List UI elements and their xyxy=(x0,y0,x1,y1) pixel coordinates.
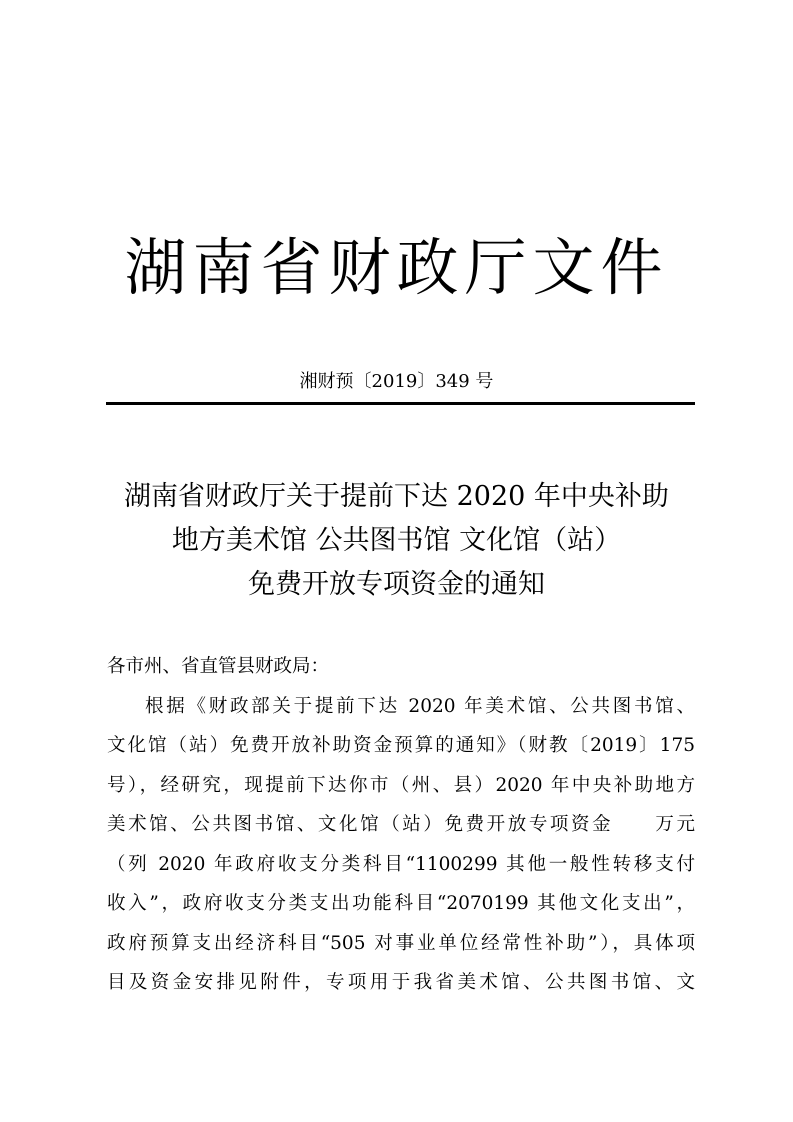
paragraph-line: （列 2020 年政府收支分类科目“1100299 其他一般性转移支付 xyxy=(107,853,695,875)
header-divider xyxy=(106,402,695,405)
paragraph-line: 美术馆、公共图书馆、文化馆（站）免费开放专项资金 万元 xyxy=(107,814,695,835)
document-header-title: 湖南省财政厅文件 xyxy=(124,231,669,304)
paragraph-line: 政府预算支出经济科目“505 对事业单位经常性补助”），具体项 xyxy=(107,932,695,954)
paragraph-line: 文化馆（站）免费开放补助资金预算的通知》（财教〔2019〕175 xyxy=(107,735,695,756)
document-body xyxy=(107,647,695,1003)
subject-line: 湖南省财政厅关于提前下达 2020 年中央补助 xyxy=(124,481,669,512)
paragraph-line: 目及资金安排见附件，专项用于我省美术馆、公共图书馆、文 xyxy=(107,972,695,993)
subject-line: 免费开放专项资金的通知 xyxy=(248,569,545,600)
salutation: 各市州、省直管县财政局： xyxy=(107,656,330,677)
paragraph-line: 收入”，政府收支分类支出功能科目“2070199 其他文化支出”， xyxy=(107,893,695,914)
paragraph-line: 号），经研究，现提前下达你市（州、县）2020 年中央补助地方 xyxy=(107,774,695,796)
subject-line: 地方美术馆 公共图书馆 文化馆（站） xyxy=(171,525,622,556)
document-number: 湘财预〔2019〕349 号 xyxy=(299,371,494,392)
document-subject xyxy=(0,475,793,607)
paragraph-line: 根据《财政部关于提前下达 2020 年美术馆、公共图书馆、 xyxy=(145,695,695,717)
